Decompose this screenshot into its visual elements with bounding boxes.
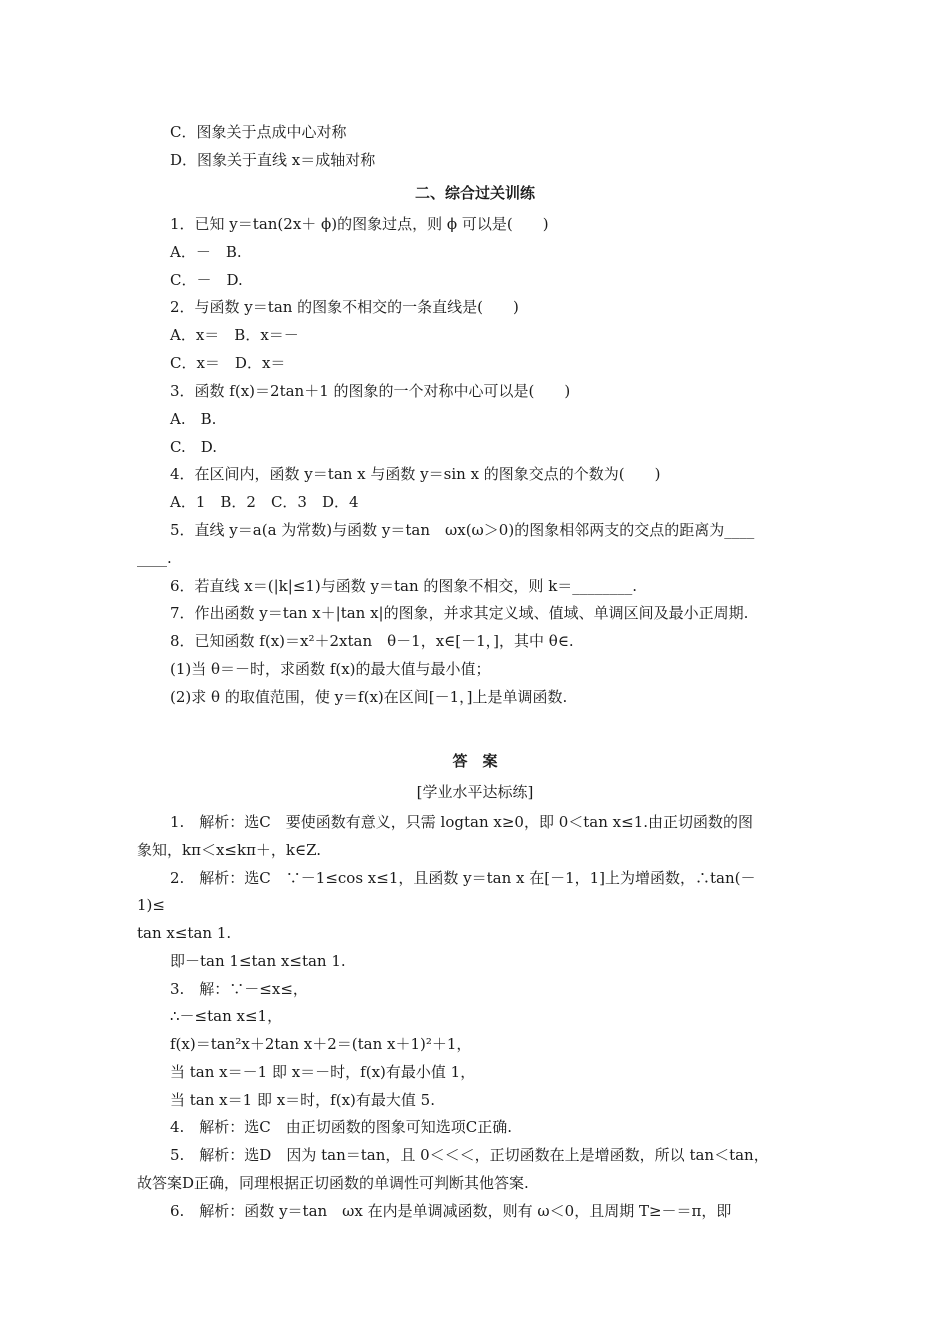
answer-line	[0, 1169, 950, 1197]
answer-subheading-text: [学业水平达标练]	[416, 783, 534, 801]
option-line	[0, 433, 950, 461]
answer-text: 当 tan x＝－1 即 x＝－时，f(x)有最小值 1，	[170, 1063, 476, 1081]
answer-text: 5. 解析：选D 因为 tan＝tan，且 0＜＜＜，正切函数在上是增函数，所以 tan＜tan，	[170, 1146, 769, 1164]
option-text: A．－ B.	[170, 243, 242, 261]
option-text: C．－ D.	[170, 271, 243, 289]
text-line	[0, 146, 950, 174]
answer-text: 即－tan 1≤tan x≤tan 1.	[170, 952, 346, 970]
question-line	[0, 460, 950, 488]
option-text: A．1 B．2 C．3 D．4	[170, 493, 359, 511]
answer-text: tan x≤tan 1.	[137, 924, 232, 942]
option-line	[0, 488, 950, 516]
sub-question-text: (1)当 θ＝－时，求函数 f(x)的最大值与最小值；	[170, 660, 491, 678]
answer-line	[0, 1058, 950, 1086]
question-text: 6．若直线 x＝(|k|≤1)与函数 y＝tan 的图象不相交，则 k＝________.	[170, 577, 638, 595]
answer-line	[0, 947, 950, 975]
question-text: 8．已知函数 f(x)＝x²＋2xtan θ－1，x∈[－1，]，其中 θ∈.	[170, 632, 574, 650]
option-line	[0, 321, 950, 349]
answer-text: 3. 解：∵－≤x≤，	[170, 980, 308, 998]
section-heading	[0, 179, 950, 207]
question-line	[0, 572, 950, 600]
option-line	[0, 349, 950, 377]
answer-text: 1)≤	[137, 896, 165, 914]
answer-heading-text: 答 案	[452, 752, 498, 770]
option-d-text: D．图象关于直线 x＝成轴对称	[170, 151, 376, 169]
section-heading-text: 二、综合过关训练	[414, 184, 535, 202]
answer-line	[0, 1197, 950, 1225]
option-text: A．x＝ B．x＝－	[170, 326, 299, 344]
answer-heading	[0, 747, 950, 775]
question-text: 1．已知 y＝tan(2x＋ ϕ)的图象过点，则 ϕ 可以是( )	[170, 215, 549, 233]
answer-text: 4. 解析：选C 由正切函数的图象可知选项C正确.	[170, 1118, 513, 1136]
answer-line	[0, 1002, 950, 1030]
question-line	[0, 293, 950, 321]
question-text: ____.	[137, 549, 172, 567]
answer-line	[0, 975, 950, 1003]
answer-line	[0, 864, 950, 892]
answer-text: f(x)＝tan²x＋2tan x＋2＝(tan x＋1)²＋1，	[170, 1035, 472, 1053]
answer-line	[0, 836, 950, 864]
answer-text: 2. 解析：选C ∵－1≤cos x≤1，且函数 y＝tan x 在[－1，1]上为增函数，∴tan(－	[170, 869, 756, 887]
answer-line	[0, 919, 950, 947]
answer-text: 当 tan x＝1 即 x＝时，f(x)有最大值 5.	[170, 1091, 435, 1109]
option-line	[0, 266, 950, 294]
question-line	[0, 377, 950, 405]
answer-line	[0, 1030, 950, 1058]
question-text: 5．直线 y＝a(a 为常数)与函数 y＝tan ωx(ω＞0)的图象相邻两支的交点的距离为____	[170, 521, 755, 539]
answer-line	[0, 808, 950, 836]
answer-text: 故答案D正确，同理根据正切函数的单调性可判断其他答案.	[137, 1174, 529, 1192]
answer-line	[0, 891, 950, 919]
answer-subheading	[0, 778, 950, 806]
sub-question-text: (2)求 θ 的取值范围，使 y＝f(x)在区间[－1，]上是单调函数.	[170, 688, 568, 706]
question-text: 7．作出函数 y＝tan x＋|tan x|的图象，并求其定义域、值域、单调区间及最小正周期.	[170, 604, 749, 622]
question-line	[0, 210, 950, 238]
question-line	[0, 627, 950, 655]
option-line	[0, 405, 950, 433]
answer-text: 6. 解析：函数 y＝tan ωx 在内是单调减函数，则有 ω＜0，且周期 T≥－＝π，即	[170, 1202, 732, 1220]
answer-line	[0, 1113, 950, 1141]
question-line	[0, 683, 950, 711]
question-text: 3．函数 f(x)＝2tan＋1 的图象的一个对称中心可以是( )	[170, 382, 571, 400]
option-text: C．x＝ D．x＝	[170, 354, 286, 372]
answer-text: 象知，kπ＜x≤kπ＋，k∈Z.	[137, 841, 322, 859]
option-line	[0, 238, 950, 266]
question-text: 4．在区间内，函数 y＝tan x 与函数 y＝sin x 的图象交点的个数为( )	[170, 465, 661, 483]
option-text: C. D.	[170, 438, 217, 456]
option-c-text: C．图象关于点成中心对称	[170, 123, 347, 141]
question-line	[0, 599, 950, 627]
answer-line	[0, 1086, 950, 1114]
text-line	[0, 118, 950, 146]
question-line	[0, 655, 950, 683]
option-text: A. B.	[170, 410, 217, 428]
answer-text: ∴－≤tan x≤1，	[170, 1007, 283, 1025]
question-line	[0, 544, 950, 572]
answer-text: 1. 解析：选C 要使函数有意义，只需 logtan x≥0，即 0＜tan x≤1.由正切函数的图	[170, 813, 754, 831]
answer-line	[0, 1141, 950, 1169]
question-line	[0, 516, 950, 544]
question-text: 2．与函数 y＝tan 的图象不相交的一条直线是( )	[170, 298, 519, 316]
